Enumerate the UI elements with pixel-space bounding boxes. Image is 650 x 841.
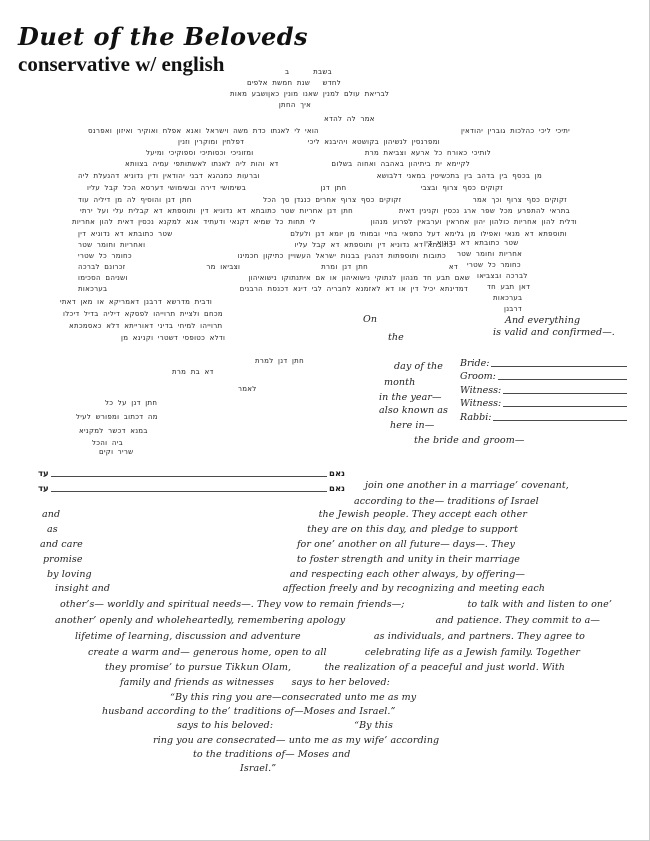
hebrew-text-line-segment: ושניהם הסכימו — [78, 274, 128, 282]
english-text-line-segment: and care — [40, 539, 83, 550]
witness-underline — [51, 490, 327, 492]
hebrew-text-line: תרוייהו למיחי בדיני דאורייתא דלא כאסמכתא — [69, 322, 223, 330]
hebrew-text-line: דאן תבע חד — [487, 283, 531, 291]
hebrew-text-line — [78, 242, 453, 250]
hebrew-text-line — [78, 275, 470, 283]
hebrew-text-line — [87, 185, 503, 193]
english-text-line-segment: lifetime of learning, discussion and adventure — [75, 631, 301, 642]
english-text-line-segment: they promise’ to pursue Tikkun Olam, — [105, 662, 292, 673]
hebrew-text-line — [178, 139, 440, 147]
hebrew-text-line-segment: זקוקים כסף צרוף אחרים כנגדן סך הכל — [263, 196, 402, 204]
hebrew-text-line-segment: כתובות ותוספתות דנהגין בבנות ישראל העשויין כתיקון חכמינו — [237, 252, 446, 260]
english-text-line-segment: the Jewish people. They accept each other — [318, 509, 527, 520]
english-text-line: Israel.” — [240, 763, 277, 774]
hebrew-text-line-segment: בשבת — [313, 68, 332, 76]
english-text-line-segment: another’ openly and wholeheartedly, remembering apology — [55, 615, 346, 626]
english-text-line-segment: to talk with and listen to one’ — [467, 599, 612, 610]
signature-underline — [503, 405, 627, 407]
hebrew-text-line-segment: זכרונם לברכה — [78, 263, 126, 271]
english-text-line-segment: insight and — [55, 583, 111, 594]
signature-block — [460, 355, 627, 423]
english-text-line-segment: the realization of a peaceful and just world. With — [324, 662, 565, 673]
hebrew-text-line-segment: חתן דנן והוסיף לה מן דיליה עוד — [78, 196, 192, 204]
hebrew-text-line-segment: דמדינתא יכיל דין או דא לאזמנא לחבריה לבי דינא דכנסת הרבנים — [239, 285, 468, 293]
english-text-line: is valid and confirmed—. — [493, 327, 615, 338]
english-text-line: join one another in a marriage’ covenant, — [365, 480, 569, 491]
hebrew-text-line: שריר וקים — [99, 448, 134, 456]
hebrew-text-line: לברכה ובצביאו — [477, 272, 528, 280]
hebrew-text-line — [80, 208, 570, 216]
english-text-line — [47, 525, 518, 536]
hebrew-text-line-segment: חתן דנן אחריות שטר כתובתא דא נדוניא דין ותוספתא דא קבלית עלי ועל ירתי — [80, 207, 354, 215]
hebrew-text-line-segment: ואחריות וחומר שטר — [78, 241, 146, 249]
english-text-line — [177, 721, 393, 732]
english-text-line — [60, 600, 612, 611]
hebrew-text-line-segment: איך החתן — [278, 101, 312, 109]
hebrew-text-line-segment: ותוספתא דא מנאי ואפילו מן גלימא דעל כתפאי בחיי ובמותי מן יומא דנן ולעלם — [290, 230, 567, 238]
english-text-line-segment: says to her beloved: — [291, 677, 390, 688]
hebrew-text-line-segment: לחדש — [322, 79, 341, 87]
hebrew-text-line — [78, 173, 542, 181]
signature-row — [460, 369, 627, 383]
hebrew-text-line-segment: חתן דנן ומרת — [321, 263, 369, 271]
hebrew-text-line — [78, 197, 567, 205]
hebrew-text-line — [72, 219, 577, 227]
english-text-line: in the year— — [379, 392, 442, 403]
hebrew-text-line-segment: חתן דנן — [320, 184, 347, 192]
english-text-line: to the traditions of— Moses and — [193, 749, 351, 760]
english-text-line-segment: affection freely and by recognizing and meeting each — [282, 583, 545, 594]
hebrew-text-line-segment: לבריאת עולם למנין שאנו מונין כאן — [268, 90, 390, 98]
witness-naum-label: נאם — [329, 469, 345, 479]
english-text-line-segment: celebrating life as a Jewish family. Together — [364, 647, 580, 658]
english-text-line: the — [388, 332, 404, 343]
hebrew-text-line: כחומר כל שטרי — [467, 261, 521, 269]
english-text-line-segment: and respecting each other always, by offering— — [289, 569, 525, 580]
hebrew-text-line-segment: ושבע מאות — [230, 90, 269, 98]
english-text-line-segment: they are on this day, and pledge to support — [307, 524, 518, 535]
english-text-line — [55, 584, 545, 595]
hebrew-text-line: ביה והכל — [92, 439, 123, 447]
hebrew-text-line: במנא דכשר למקניא — [79, 427, 148, 435]
hebrew-text-line-segment: יתיכי ליכי כהלכות גוברין יהודאין — [460, 127, 570, 135]
hebrew-text-line-segment: בערכאות — [78, 285, 108, 293]
hebrew-text-line: חתן דנן למרת — [255, 357, 304, 365]
hebrew-text-line-segment: זקוקים כסף צרוף וכך אמר — [472, 196, 567, 204]
hebrew-text-line — [78, 253, 446, 261]
signature-row — [460, 396, 627, 410]
hebrew-text-line-segment: לקיימא ית ביתיהון באהבה ואחוה בשלום — [331, 160, 470, 168]
hebrew-witness-row — [38, 464, 345, 479]
hebrew-text-line: אחריות וחומר שטר — [457, 250, 523, 258]
english-text-line-segment: and — [42, 509, 61, 520]
hebrew-text-line-segment: דא והות ליה לאנתו לאשתותפי עמיה בצוותא — [125, 160, 279, 168]
english-text-line: here in— — [390, 420, 435, 431]
english-text-line-segment: to foster strength and unity in their marriage — [296, 554, 520, 565]
signature-row — [460, 355, 627, 369]
hebrew-text-line: לאמר — [238, 385, 257, 393]
hebrew-text-line-segment: מן בכסף בין בדהב בין בתכשיטין במאני דלבושא — [376, 172, 542, 180]
english-text-line-segment: Moses and Israel.” — [303, 706, 396, 717]
signature-label: Groom: — [460, 371, 496, 382]
hebrew-text-line — [78, 264, 458, 272]
hebrew-text-line-segment: שנת חמשת אלפים — [247, 79, 311, 87]
witness-naum-label: נאם — [329, 484, 345, 494]
signature-label: Witness: — [460, 384, 502, 396]
hebrew-text-line-segment: בשימושי דירה ובשימושי דערסא הכל קבל עליו — [87, 184, 247, 192]
witness-underline — [51, 475, 327, 477]
english-text-line — [88, 648, 580, 659]
english-text-line-segment: “By this — [354, 720, 393, 731]
english-text-line-segment: promise — [43, 554, 83, 565]
english-text-line: the bride and groom— — [414, 435, 525, 446]
english-text-line — [42, 510, 527, 521]
hebrew-text-line-segment: הואי לי לאנתו כדת משה וישראל ואנא אפלח ואוקיר ואיזון ואפרנס — [88, 127, 319, 135]
hebrew-text-line: שטר כתובתא דא נדוניא דין — [424, 239, 519, 247]
hebrew-text-line-segment: שאם תבע חד מנהון לנתוקי נישואיהון או אם איתנתוקו נישואיהון — [248, 274, 470, 282]
english-text-line — [40, 540, 515, 551]
hebrew-text-line: ודבית מדרשא דרבנן דאמריקא או מאן דאתי — [60, 298, 213, 306]
signature-underline — [498, 378, 627, 380]
hebrew-text-line — [285, 69, 332, 77]
hebrew-text-line — [125, 161, 470, 169]
signature-underline — [493, 419, 627, 421]
hebrew-text-line — [88, 128, 570, 136]
english-text-line-segment: other’s— worldly and spiritual needs—. They vow to remain friends—; — [60, 599, 405, 610]
english-text-line-segment: for one’ another on all future— days—. They — [296, 539, 515, 550]
hebrew-witness-block — [38, 464, 345, 494]
english-text-line-segment: by loving — [47, 569, 92, 580]
hebrew-text-line-segment: כחומר כל שטרי — [78, 252, 132, 260]
witness-ed-label: עד — [38, 469, 49, 479]
english-text-line: And everything — [505, 315, 581, 326]
english-text-line — [55, 616, 600, 627]
signature-label: Bride: — [460, 357, 490, 369]
hebrew-text-line-segment: ומפרנסין לנשיהון בקושטא ויהיבנא ליכי — [307, 138, 440, 146]
signature-label: Witness: — [460, 398, 502, 409]
english-text-line: On — [363, 314, 378, 325]
page-title: Duet of the Beloveds — [18, 22, 309, 51]
hebrew-text-line-segment: ודלית להון אחריות כולהון יהון אחראין וערבאין לפרוע מנהון — [370, 218, 577, 226]
hebrew-text-line — [78, 286, 468, 294]
english-text-line: day of the — [394, 361, 443, 372]
english-text-line — [47, 570, 525, 581]
english-text-line-segment: as — [47, 524, 58, 535]
hebrew-text-line: ודלא כטופסי דשטרי וקנינא מן — [121, 334, 226, 342]
page-subtitle: conservative w/ english — [18, 52, 225, 76]
hebrew-text-line — [230, 90, 390, 99]
signature-row — [460, 409, 627, 423]
english-text-line-segment: says to his beloved: — [177, 720, 274, 731]
hebrew-witness-row — [38, 479, 345, 494]
hebrew-text-line-segment: ב — [285, 68, 290, 76]
english-text-line — [75, 632, 585, 643]
hebrew-text-line-segment: לותיכי כאורח כל ארעא וצביאת מרת — [364, 149, 491, 157]
hebrew-text-line-segment: ומזוניכי וכסותיכי וספוקיכי ומיעל — [146, 149, 254, 157]
signature-underline — [491, 365, 627, 367]
english-text-line: also known as — [379, 405, 449, 416]
english-text-line-segment: “By this ring you are— — [170, 692, 282, 703]
witness-ed-label: עד — [38, 484, 49, 494]
hebrew-text-line-segment: דפלחין ומוקרין וזנין — [178, 138, 245, 146]
english-text-line: according to the— traditions of Israel — [354, 496, 539, 507]
hebrew-text-line: חתן דנן על כל — [105, 399, 158, 407]
signature-label: Rabbi: — [460, 411, 492, 423]
hebrew-text-line-segment: דא — [448, 263, 458, 271]
english-text-line — [105, 663, 565, 674]
hebrew-text-line: דרבנן — [504, 305, 523, 313]
hebrew-text-line — [272, 102, 318, 110]
hebrew-text-line-segment: וברעות כמנהגא דבני יהודאין ודין נדוניא דהנעלת ליה — [78, 172, 260, 180]
english-text-line-segment: husband according to the’ traditions of— — [102, 706, 304, 717]
hebrew-text-line-segment: זקוקים כסף צרוף ובצבי — [420, 184, 503, 192]
hebrew-text-line — [247, 80, 341, 88]
english-text-line: ring you are consecrated— unto me as my wife’ according — [153, 735, 440, 746]
hebrew-text-line: מכחם ולציית תרוייהו לפסקא דיליה בדיל דיכלו — [63, 310, 223, 318]
hebrew-text-line-segment: לי תחות כל שמיא דקנאי ודעתיד אנא למקנא נכסין דאית להון אחריות — [72, 218, 316, 226]
hebrew-text-line-segment: בתראי להתפרע מכל שפר ארג נכסין וקנינין דאית — [398, 207, 570, 215]
hebrew-text-line-segment: שטר כתובתא דא נדוניא דין — [78, 230, 173, 238]
english-text-line — [43, 555, 520, 566]
hebrew-text-line: אמר לה להדא — [324, 115, 375, 123]
english-text-line-segment: create a warm and— generous home, open to all — [88, 647, 327, 658]
signature-underline — [503, 392, 627, 394]
hebrew-text-line — [78, 231, 567, 239]
hebrew-text-line: מה דכתוב ומפורש לעיל — [76, 413, 158, 421]
english-text-line — [120, 678, 390, 689]
english-text-line-segment: as individuals, and partners. They agree to — [373, 631, 585, 642]
signature-row — [460, 382, 627, 396]
hebrew-text-line-segment: כתובתא דא נדוניא דין ותוספתא דא קבל עליו — [294, 241, 453, 249]
english-text-line-segment: and patience. They commit to a— — [435, 615, 600, 626]
hebrew-text-line: בערכאות — [493, 294, 523, 302]
hebrew-text-line-segment: וצביאו מר — [206, 263, 241, 271]
english-text-line-segment: family and friends as witnesses — [120, 677, 274, 688]
english-text-line-segment: consecrated unto me as my — [281, 692, 417, 703]
hebrew-text-line: דא בת מרת — [172, 368, 214, 376]
english-text-line — [102, 706, 396, 718]
english-text-line: month — [384, 377, 416, 388]
hebrew-text-line — [146, 150, 491, 158]
english-text-line — [170, 692, 417, 704]
